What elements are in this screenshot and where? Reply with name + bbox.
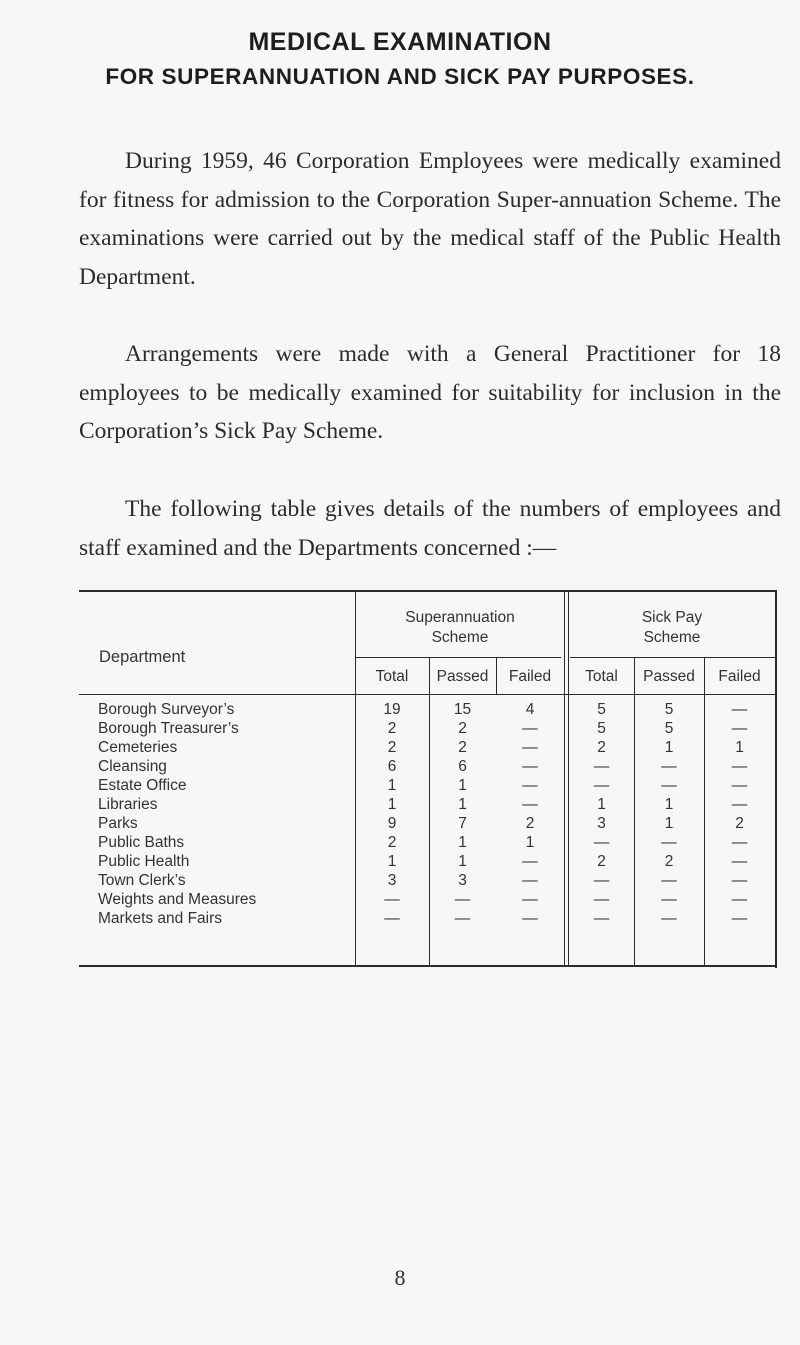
cell-s-failed: — xyxy=(522,739,538,756)
cell-s-total: 9 xyxy=(387,815,397,832)
cell-s-total: 2 xyxy=(387,720,397,737)
cell-s-total: 1 xyxy=(387,777,397,794)
cell-k-total: — xyxy=(593,777,610,794)
table-row xyxy=(79,890,777,909)
sick-failed-header: Failed xyxy=(718,668,761,685)
cell-k-total: — xyxy=(593,758,610,775)
super-failed-header: Failed xyxy=(508,668,552,685)
cell-k-passed: 1 xyxy=(664,796,674,813)
sickpay-header-line2: Scheme xyxy=(643,629,701,646)
table-row xyxy=(79,852,777,871)
cell-s-passed: 6 xyxy=(458,758,467,775)
cell-s-total: 3 xyxy=(387,872,397,889)
table-row xyxy=(79,757,777,776)
cell-s-total: 2 xyxy=(387,834,397,851)
sick-total-header: Total xyxy=(585,668,618,685)
cell-k-failed: 2 xyxy=(735,815,744,832)
department-name: Public Health xyxy=(98,853,190,870)
cell-k-total: 2 xyxy=(597,739,606,756)
cell-s-passed: 1 xyxy=(458,796,467,813)
cell-s-passed: 3 xyxy=(458,872,467,889)
cell-k-passed: — xyxy=(661,777,677,794)
cell-s-passed: — xyxy=(454,891,471,908)
page-number: 8 xyxy=(394,1265,406,1290)
cell-k-total: — xyxy=(593,834,610,851)
paragraph-superannuation: During 1959, 46 Corporation Employees were medically examined for fitness for admission to the Corporation Super-annuation Scheme. The examinations were carried out by the medical staff of the Public Health Department. xyxy=(79,148,781,290)
cell-k-failed: 1 xyxy=(735,739,744,756)
cell-s-failed: — xyxy=(522,720,538,737)
cell-s-total: 2 xyxy=(387,739,397,756)
cell-s-passed: 1 xyxy=(458,834,467,851)
cell-k-total: 5 xyxy=(597,720,606,737)
cell-k-passed: 5 xyxy=(664,720,674,737)
cell-k-total: — xyxy=(593,891,610,908)
cell-s-failed: — xyxy=(522,910,538,927)
cell-k-total: 5 xyxy=(597,701,606,718)
department-name: Estate Office xyxy=(98,777,187,794)
department-name: Parks xyxy=(98,815,138,832)
cell-k-total: 2 xyxy=(597,853,606,870)
department-name: Weights and Measures xyxy=(98,891,257,908)
table-row xyxy=(79,909,777,928)
sickpay-header xyxy=(569,608,775,648)
cell-k-passed: — xyxy=(661,910,677,927)
cell-k-passed: 1 xyxy=(664,739,674,756)
department-name: Borough Surveyor’s xyxy=(98,701,235,718)
cell-k-failed: — xyxy=(731,910,748,927)
cell-k-total: 3 xyxy=(597,815,606,832)
table-row xyxy=(79,700,777,719)
cell-s-total: 1 xyxy=(387,796,397,813)
page-title: MEDICAL EXAMINATION xyxy=(248,28,552,56)
table-row xyxy=(79,795,777,814)
cell-s-total: — xyxy=(384,910,400,927)
table-row xyxy=(79,776,777,795)
page-subtitle: FOR SUPERANNUATION AND SICK PAY PURPOSES. xyxy=(105,64,695,89)
department-name: Public Baths xyxy=(98,834,185,851)
cell-s-passed: 2 xyxy=(458,720,467,737)
cell-s-total: 6 xyxy=(387,758,397,775)
cell-s-total: 1 xyxy=(387,853,397,870)
cell-k-passed: — xyxy=(661,834,677,851)
subheader-rule-superannuation xyxy=(355,657,561,658)
paragraph-sick-pay: Arrangements were made with a General Practitioner for 18 employees to be medically examined for suitability for inclusion in the Corporation’s Sick Pay Scheme. xyxy=(79,341,781,444)
department-name: Borough Treasurer’s xyxy=(98,720,239,737)
table-bottom-rule xyxy=(79,965,777,967)
examination-table xyxy=(79,590,777,968)
cell-k-failed: — xyxy=(731,701,748,718)
department-name: Libraries xyxy=(98,796,158,813)
cell-s-total: 19 xyxy=(383,701,401,718)
cell-s-failed: — xyxy=(522,758,538,775)
cell-k-failed: — xyxy=(731,758,748,775)
cell-s-failed: 4 xyxy=(525,701,535,718)
cell-s-failed: — xyxy=(522,891,538,908)
cell-k-passed: 2 xyxy=(664,853,674,870)
subheader-rule-sickpay xyxy=(570,657,775,658)
department-name: Cleansing xyxy=(98,758,167,775)
superannuation-header-line1: Superannuation xyxy=(405,609,515,626)
cell-k-passed: 1 xyxy=(664,815,674,832)
cell-k-failed: — xyxy=(731,796,748,813)
cell-k-passed: — xyxy=(661,891,677,908)
cell-s-failed: — xyxy=(522,777,538,794)
department-header: Department xyxy=(99,648,186,666)
table-row xyxy=(79,871,777,890)
cell-k-failed: — xyxy=(731,891,748,908)
cell-k-failed: — xyxy=(731,720,748,737)
department-name: Cemeteries xyxy=(98,739,178,756)
sick-passed-header: Passed xyxy=(643,668,695,685)
cell-s-total: — xyxy=(384,891,400,908)
cell-k-total: 1 xyxy=(597,796,606,813)
cell-s-failed: 1 xyxy=(525,834,535,851)
super-total-header: Total xyxy=(375,668,409,685)
cell-k-passed: 5 xyxy=(664,701,674,718)
cell-k-failed: — xyxy=(731,872,748,889)
cell-s-passed: 1 xyxy=(458,777,467,794)
sickpay-header-line1: Sick Pay xyxy=(641,609,703,626)
table-row xyxy=(79,738,777,757)
cell-k-failed: — xyxy=(731,834,748,851)
table-row xyxy=(79,833,777,852)
cell-k-failed: — xyxy=(731,853,748,870)
superannuation-header-line2: Scheme xyxy=(431,629,489,646)
cell-k-failed: — xyxy=(731,777,748,794)
cell-k-passed: — xyxy=(661,758,677,775)
cell-s-failed: — xyxy=(522,872,538,889)
cell-s-failed: — xyxy=(522,853,538,870)
superannuation-header xyxy=(355,608,565,648)
table-row xyxy=(79,814,777,833)
cell-k-total: — xyxy=(593,872,610,889)
cell-s-passed: 15 xyxy=(453,701,472,718)
cell-k-total: — xyxy=(593,910,610,927)
cell-s-passed: 2 xyxy=(458,739,467,756)
cell-s-failed: — xyxy=(522,796,538,813)
cell-s-passed: — xyxy=(454,910,471,927)
super-passed-header: Passed xyxy=(436,668,489,685)
cell-s-failed: 2 xyxy=(525,815,535,832)
cell-s-passed: 1 xyxy=(458,853,467,870)
department-name: Markets and Fairs xyxy=(98,910,223,927)
paragraph-table-intro: The following table gives details of the numbers of employees and staff examined and the Departments concerned :— xyxy=(79,496,781,561)
table-body xyxy=(79,700,777,928)
cell-k-passed: — xyxy=(661,872,677,889)
table-top-rule xyxy=(79,590,777,592)
cell-s-passed: 7 xyxy=(458,815,467,832)
table-header-rule xyxy=(79,694,777,695)
table-row xyxy=(79,719,777,738)
department-name: Town Clerk’s xyxy=(98,872,186,889)
